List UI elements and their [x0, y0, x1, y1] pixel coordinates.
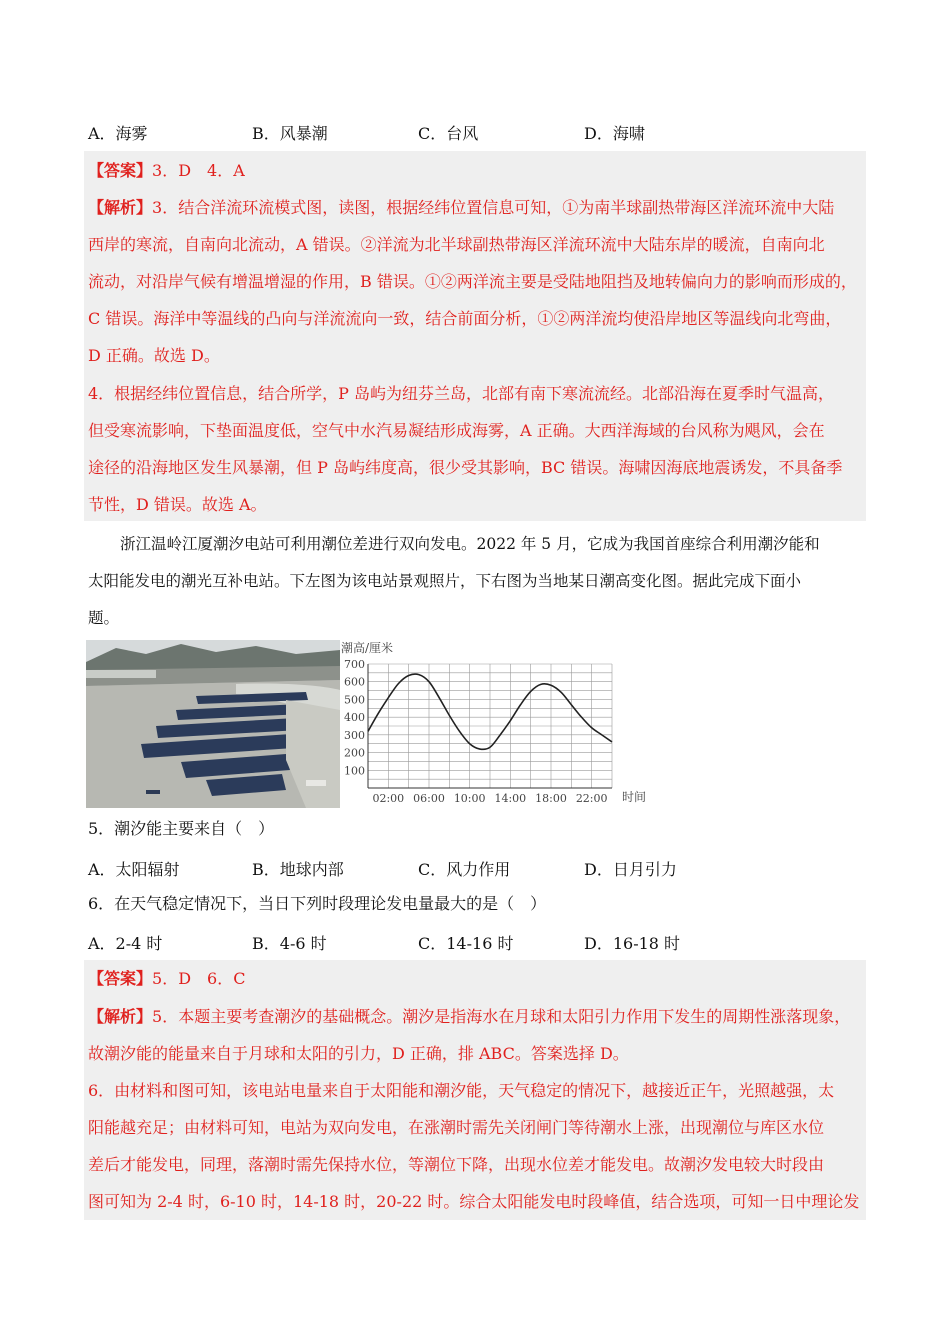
q5-stem: 5．潮汐能主要来自（ ）	[88, 819, 275, 838]
answer-tag: 【答案】	[88, 161, 153, 180]
analysis-1-line-1: 【解析】3．结合洋流环流模式图，读图，根据经纬位置信息可知，①为南半球副热带海区洋流环流中大陆	[88, 198, 835, 217]
answer-1	[88, 161, 245, 181]
answer-text: 3．D 4．A	[152, 161, 245, 180]
y-tick-label: 100	[344, 764, 365, 778]
analysis-2-line-5: 差后才能发电，同理，落潮时需先保持水位，等潮位下降，出现水位差才能发电。故潮汐发电较大时段由	[88, 1155, 825, 1174]
passage-line-2: 太阳能发电的潮光互补电站。下左图为该电站景观照片，下右图为当地某日潮高变化图。据此完成下面小	[88, 572, 802, 590]
analysis-2-line-2: 故潮汐能的能量来自于月球和太阳的引力，D 正确，排 ABC。答案选择 D。	[88, 1044, 629, 1063]
y-tick-label: 500	[344, 693, 365, 707]
q4-option-d: D．海啸	[584, 124, 645, 143]
x-tick-label: 22:00	[575, 792, 608, 805]
analysis-1-line-2: 西岸的寒流，自南向北流动，A 错误。②洋流为北半球副热带海区洋流环流中大陆东岸的暖流，自南向北	[88, 235, 825, 254]
answer-2	[88, 969, 245, 989]
q5-option-d: D．日月引力	[584, 860, 677, 879]
q4-options	[88, 121, 868, 143]
q5-options	[88, 857, 868, 879]
q6-option-c: C．14-16 时	[418, 934, 514, 953]
analysis-1-line-3: 流动，对沿岸气候有增温增湿的作用，B 错误。①②两洋流主要是受陆地阻挡及地转偏向力的影响而形成的，	[88, 272, 857, 291]
analysis-tag: 【解析】	[88, 1007, 153, 1026]
y-axis-label: 潮高/厘米	[341, 641, 394, 655]
x-tick-label: 14:00	[494, 792, 527, 805]
y-tick-label: 600	[344, 675, 365, 689]
x-tick-label: 18:00	[535, 792, 567, 805]
analysis-1-line-9: 节性，D 错误。故选 A。	[88, 495, 267, 514]
x-tick-label: 10:00	[453, 792, 486, 805]
answer-tag: 【答案】	[88, 969, 153, 988]
analysis-1-line-5: D 正确。故选 D。	[88, 346, 220, 365]
analysis-1-line-7: 但受寒流影响，下垫面温度低，空气中水汽易凝结形成海雾，A 正确。大西洋海域的台风称为飓风，会在	[88, 421, 825, 440]
q5-option-b: B．地球内部	[252, 860, 344, 879]
analysis-2-line-3: 6．由材料和图可知，该电站电量来自于太阳能和潮汐能，天气稳定的情况下，越接近正午，光照越强，太	[88, 1081, 835, 1100]
analysis-2-line-4: 阳能越充足；由材料可知，电站为双向发电，在涨潮时需先关闭闸门等待潮水上涨，出现潮位与库区水位	[88, 1118, 825, 1137]
q4-option-a: A．海雾	[88, 124, 148, 143]
y-tick-label: 200	[344, 746, 365, 760]
q6-stem: 6．在天气稳定情况下，当日下列时段理论发电量最大的是（ ）	[88, 894, 547, 913]
q6-option-a: A．2-4 时	[88, 934, 163, 953]
tidal-station-photo	[86, 640, 340, 808]
q5-option-a: A．太阳辐射	[88, 860, 180, 879]
analysis-2-line-1: 【解析】5．本题主要考查潮汐的基础概念。潮汐是指海水在月球和太阳引力作用下发生的周期性涨落现象，	[88, 1007, 851, 1026]
analysis-2-line-6: 图可知为 2-4 时，6-10 时，14-18 时，20-22 时。综合太阳能发电时段峰值，结合选项，可知一日中理论发	[88, 1192, 860, 1211]
tide-height-chart	[340, 634, 660, 808]
q4-option-c: C．台风	[418, 124, 479, 143]
analysis-1-line-4: C 错误。海洋中等温线的凸向与洋流流向一致，结合前面分析，①②两洋流均使沿岸地区等温线向北弯曲，	[88, 309, 842, 328]
q6-options	[88, 931, 868, 953]
passage-line-3: 题。	[88, 609, 120, 627]
answer-text: 5．D 6．C	[152, 969, 246, 988]
x-tick-label: 06:00	[413, 792, 445, 805]
analysis-1-line-8: 途径的沿海地区发生风暴潮，但 P 岛屿纬度高，很少受其影响，BC 错误。海啸因海底地震诱发，不具备季	[88, 458, 843, 477]
x-tick-label: 02:00	[372, 792, 405, 805]
q5-option-c: C．风力作用	[418, 860, 511, 879]
analysis-1-line-6: 4．根据经纬位置信息，结合所学，P 岛屿为纽芬兰岛，北部有南下寒流流经。北部沿海在夏季时气温高，	[88, 384, 835, 403]
y-tick-label: 700	[344, 658, 365, 671]
q6-option-b: B．4-6 时	[252, 934, 327, 953]
x-axis-label: 时间	[622, 790, 647, 804]
q6-option-d: D．16-18 时	[584, 934, 681, 953]
passage-line-1: 浙江温岭江厦潮汐电站可利用潮位差进行双向发电。2022 年 5 月，它成为我国首座综合利用潮汐能和	[120, 535, 820, 553]
y-tick-label: 400	[344, 711, 365, 725]
y-tick-label: 300	[344, 728, 365, 742]
analysis-tag: 【解析】	[88, 198, 153, 217]
q4-option-b: B．风暴潮	[252, 124, 328, 143]
